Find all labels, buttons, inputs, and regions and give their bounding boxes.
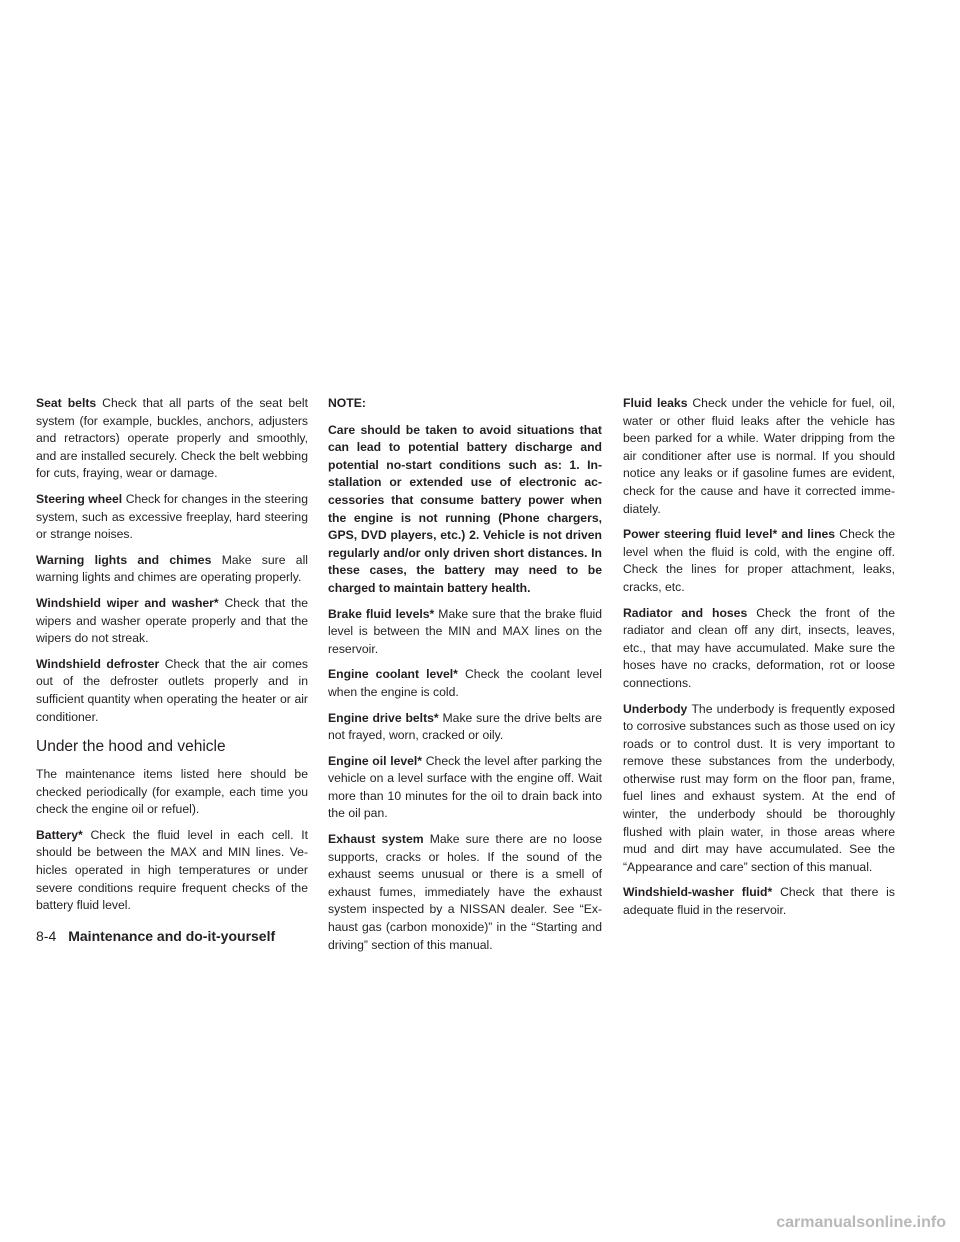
maintenance-item <box>623 526 895 596</box>
maintenance-item <box>328 753 602 823</box>
item-text: The underbody is frequently exposed to corrosive substances such as those used on icy roads or to control dust. It is very important to remove these substances from the underbody, otherwise rust may form on the floor pan, frame, fuel lines and exhaust system. At the end of winter, the underbody should be thoroughly flushed with plain water, in those areas where mud and dirt may have accumulated. See the “Appearance and care” section of this manual. <box>623 701 896 874</box>
item-text: Check that the wipers and washer operate properly and that the wipers do not streak. <box>36 595 308 646</box>
maintenance-item <box>623 884 895 919</box>
section-name: Maintenance and do-it-yourself <box>68 928 276 944</box>
item-title: Power steering fluid level* and lines <box>623 527 836 542</box>
item-title: Steering wheel <box>36 491 123 506</box>
item-text: Check that all parts of the seat belt system (for example, buckles, anchors, adjusters and retractors) operate properly and smoothly, and are installed securely. Check the belt webbing for cuts, fraying, wear or damage. <box>36 396 308 481</box>
item-title: Warning lights and chimes <box>36 552 212 567</box>
column-middle <box>328 395 602 962</box>
item-title: Engine drive belts* <box>328 710 439 725</box>
note-text: Care should be taken to avoid situations that can lead to potential battery discharge and potential no-start conditions such as: 1. Installation or extended use of electronic accessories that consume battery power when the engine is not running (Phone chargers, GPS, DVD players, etc.) 2. Vehicle is not driven regularly and/or only driven short distances. In these cases, the battery may need to be charged to maintain battery health. <box>328 422 602 595</box>
maintenance-item <box>328 666 602 701</box>
item-text: Check that the air comes out of the defroster outlets properly and in sufficient quantity when operating the heater or air conditioner. <box>36 656 308 724</box>
item-title: Windshield-washer fluid* <box>623 885 773 900</box>
section-heading: Under the hood and vehicle <box>36 738 226 756</box>
item-text: Check that there is adequate fluid in the reservoir. <box>623 885 895 918</box>
item-title: Brake fluid levels* <box>328 606 435 621</box>
page-number: 8-4 <box>36 928 57 944</box>
item-battery: Battery* Check the fluid level in each cell. It should be between the MAX and MIN lines. Vehicles operated in high temperatures or under severe conditions require frequent checks of the battery fluid level. <box>36 827 308 913</box>
item-title: Radiator and hoses <box>623 605 748 620</box>
maintenance-item <box>623 701 895 877</box>
page-footer <box>36 927 275 945</box>
item-text: Check for changes in the steering system, such as excessive freeplay, hard steering or strange noises. <box>36 491 308 542</box>
item-title: Engine coolant level* <box>328 667 458 682</box>
maintenance-item <box>623 605 895 693</box>
maintenance-item <box>36 656 308 726</box>
item-title: Windshield defroster <box>36 656 160 671</box>
section-intro: The maintenance items listed here should be checked periodically (for example, each time you check the engine oil or refuel). <box>36 767 308 817</box>
item-text: Check the level when the fluid is cold, with the engine off. Check the lines for proper attachment, leaks, cracks, etc. <box>623 527 895 594</box>
item-text: Make sure the drive belts are not frayed, worn, cracked or oily. <box>328 710 602 743</box>
maintenance-item <box>623 395 895 518</box>
column-right <box>623 395 895 928</box>
column-left <box>36 395 308 923</box>
note-heading: NOTE: <box>328 396 366 410</box>
maintenance-item <box>328 606 602 659</box>
item-title: Exhaust system <box>328 832 424 847</box>
item-text: Check the level after parking the vehicle on a level surface with the engine off. Wait more than 10 minutes for the oil to drain back into the oil pan. <box>328 753 602 821</box>
item-title: Seat belts <box>36 396 97 410</box>
maintenance-item <box>36 595 308 648</box>
item-title: Windshield wiper and washer* <box>36 595 219 610</box>
item-text: Check the front of the radiator and clean off any dirt, insects, leaves, etc., that may have accumulated. Make sure the hoses have no cracks, deformation, rot or loose connections. <box>623 605 895 690</box>
item-text: Check under the vehicle for fuel, oil, water or other fluid leaks after the vehicle has been parked for a while. Water dripping from the air conditioner after use is normal. If you should notice any leaks or if gasoline fumes are evident, check for the cause and have it corrected immediately. <box>623 396 895 516</box>
watermark: carmanualsonline.info <box>776 1214 946 1231</box>
item-text: Make sure there are no loose supports, cracks or holes. If the sound of the exhaust seems unusual or there is a smell of exhaust fumes, immediately have the exhaust system inspected by a NISSAN dealer. See “Exhaust gas (carbon monoxide)” in the “Starting and driving” section of this manual. <box>328 832 602 952</box>
item-text: Make sure all warning lights and chimes are operating properly. <box>36 552 308 585</box>
maintenance-item <box>36 491 308 544</box>
item-title: Underbody <box>623 701 688 716</box>
item-text: Make sure that the brake fluid level is between the MIN and MAX lines on the reservoir. <box>328 606 603 656</box>
item-text: Check the coolant level when the engine is cold. <box>328 667 602 699</box>
item-title: Engine oil level* <box>328 753 423 768</box>
item-title: Fluid leaks <box>623 396 688 410</box>
maintenance-item <box>328 831 602 954</box>
maintenance-item <box>36 395 308 483</box>
maintenance-item <box>328 710 602 745</box>
maintenance-item <box>36 552 308 587</box>
